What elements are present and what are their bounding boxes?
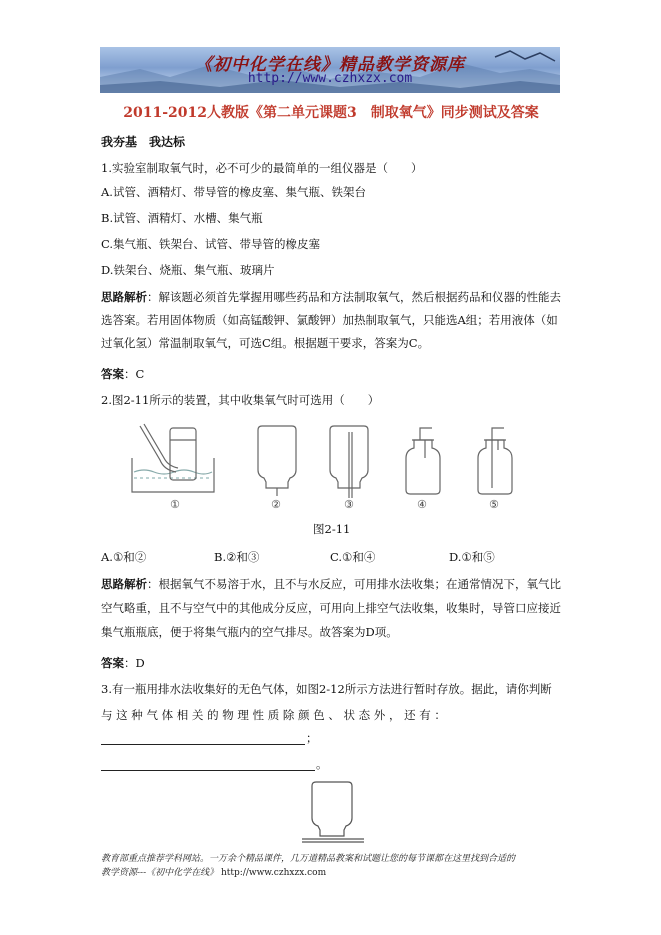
footer-line-1: 教育部重点推荐学科网站。一万余个精品课件，几万道精品教案和试题让您的每节课都在这里找到合适的: [101, 854, 516, 864]
q2-option-d: D.①和⑤: [449, 550, 495, 564]
q1-option-d: D.铁架台、烧瓶、集气瓶、玻璃片: [101, 263, 275, 277]
banner-url[interactable]: http://www.czhxzx.com: [247, 71, 413, 86]
q2-answer-label: 答案: [101, 656, 124, 670]
q2-analysis-label: 思路解析: [101, 577, 147, 591]
apparatus-label-3: ③: [344, 498, 354, 511]
q2-answer-value: ：D: [124, 656, 145, 670]
inverted-gas-bottle-icon: [298, 776, 368, 846]
q1-option-c: C.集气瓶、铁架台、试管、带导管的橡皮塞: [101, 237, 321, 251]
q3-blank2-end: 。: [316, 757, 328, 771]
q1-analysis-label: 思路解析: [101, 290, 147, 304]
q1-option-b: B.试管、酒精灯、水槽、集气瓶: [101, 211, 263, 225]
q1-answer: [101, 366, 144, 382]
q3-stem-line2: 与 这 种 气 体 相 关 的 物 理 性 质 除 颜 色 、 状 态 外 ， 还 有 ：: [101, 708, 446, 722]
header-banner: [100, 47, 560, 93]
section-heading: 我夯基 我达标: [101, 135, 186, 149]
q1-answer-value: ：C: [124, 367, 145, 381]
footer-site-name: 教学资源---《初中化学在线》: [101, 868, 219, 878]
apparatus-inverted-bottle-tube-icon: [330, 426, 368, 498]
apparatus-upright-bottle-long-tube-icon: [478, 428, 512, 494]
q1-analysis-text: ：解该题必须首先掌握用哪些药品和方法制取氧气，然后根据药品和仪器的性能去选答案。若用固体物质（如高锰酸钾、氯酸钾）加热制取氧气，只能选A组；若用液体（如过氧化氢）常温制取氧气，可选C组。根据题干要求，答案为C。: [101, 290, 561, 350]
q3-answer-blank-2[interactable]: [101, 770, 315, 771]
q2-option-a: A.①和②: [101, 550, 147, 564]
apparatus-water-trough-icon: [132, 424, 214, 492]
apparatus-label-5: ⑤: [489, 498, 499, 511]
q3-blank1-end: ；: [306, 731, 318, 745]
q2-stem: 2.图2-11所示的装置，其中收集氧气时可选用（ ）: [101, 393, 380, 407]
apparatus-figure: [128, 418, 528, 518]
q1-stem: 1.实验室制取氧气时，必不可少的最简单的一组仪器是（ ）: [101, 161, 423, 175]
q2-option-c: C.①和④: [330, 550, 376, 564]
footer-line-2: [101, 867, 571, 880]
figure-caption: 图2-11: [313, 522, 351, 536]
q2-analysis-text: ：根据氧气不易溶于水，且不与水反应，可用排水法收集；在通常情况下，氧气比空气略重，且不与空气中的其他成分反应，可用向上排空气法收集，收集时，导管口应接近集气瓶瓶底，便于将集气瓶内的空气排尽。故答案为D项。: [101, 577, 561, 639]
footer-url-link[interactable]: http://www.czhxzx.com: [221, 868, 327, 878]
document-title: 2011-2012人教版《第二单元课题3 制取氧气》同步测试及答案: [123, 105, 539, 121]
q1-answer-label: 答案: [101, 367, 124, 381]
q2-analysis: [101, 572, 563, 644]
q1-analysis: [101, 286, 563, 355]
q3-answer-blank-1[interactable]: [101, 744, 305, 745]
q1-option-a: A.试管、酒精灯、带导管的橡皮塞、集气瓶、铁架台: [101, 185, 366, 199]
apparatus-label-2: ②: [271, 498, 281, 511]
q2-option-b: B.②和③: [214, 550, 260, 564]
banner-title: 《初中化学在线》精品教学资源库: [195, 55, 465, 75]
apparatus-upright-bottle-short-tube-icon: [406, 428, 440, 494]
apparatus-inverted-bottle-icon: [258, 426, 296, 496]
apparatus-label-4: ④: [417, 498, 427, 511]
q2-answer: [101, 655, 145, 671]
apparatus-label-1: ①: [170, 498, 180, 511]
q3-stem-line1: 3.有一瓶用排水法收集好的无色气体，如图2-12所示方法进行暂时存放。据此，请你判断: [101, 682, 552, 696]
